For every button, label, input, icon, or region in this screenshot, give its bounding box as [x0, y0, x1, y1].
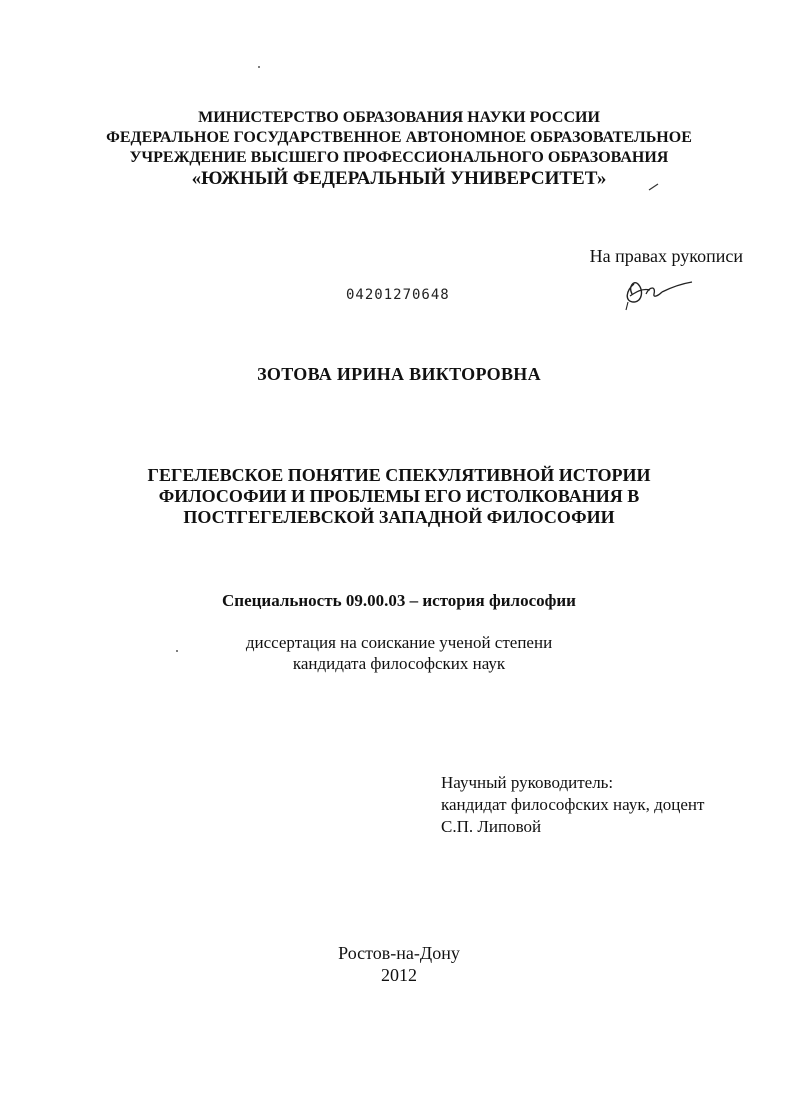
- title-line-2: ФИЛОСОФИИ И ПРОБЛЕМЫ ЕГО ИСТОЛКОВАНИЯ В: [158, 486, 640, 506]
- supervisor-degree: кандидат философских наук, доцент: [441, 795, 705, 814]
- specialty: Специальность 09.00.03 – история философии: [222, 591, 576, 610]
- rights-note: На правах рукописи: [589, 246, 743, 266]
- dissertation-title: [0, 465, 798, 528]
- supervisor-name: С.П. Липовой: [441, 817, 542, 836]
- university-name: «ЮЖНЫЙ ФЕДЕРАЛЬНЫЙ УНИВЕРСИТЕТ»: [191, 168, 607, 189]
- supervisor-label: Научный руководитель:: [441, 773, 614, 792]
- supervisor-block: [441, 772, 704, 838]
- place-year: [0, 942, 798, 986]
- header-block: [0, 108, 798, 190]
- city: Ростов-на-Дону: [338, 943, 460, 963]
- title-line-3: ПОСТГЕГЕЛЕВСКОЙ ЗАПАДНОЙ ФИЛОСОФИИ: [183, 507, 615, 527]
- tick-mark-icon: [648, 182, 660, 192]
- scan-speck: [258, 66, 260, 68]
- degree-line-2: кандидата философских наук: [292, 654, 506, 673]
- degree-statement: [0, 632, 798, 674]
- institution-line-2: УЧРЕЖДЕНИЕ ВЫСШЕГО ПРОФЕССИОНАЛЬНОГО ОБРАЗОВАНИЯ: [129, 149, 669, 166]
- ministry-name: МИНИСТЕРСТВО ОБРАЗОВАНИЯ НАУКИ РОССИИ: [198, 109, 600, 126]
- title-line-1: ГЕГЕЛЕВСКОЕ ПОНЯТИЕ СПЕКУЛЯТИВНОЙ ИСТОРИИ: [147, 465, 651, 485]
- catalog-code: 04201270648: [346, 287, 450, 303]
- handwritten-signature-icon: [620, 272, 700, 312]
- author-name: ЗОТОВА ИРИНА ВИКТОРОВНА: [257, 364, 541, 384]
- institution-line-1: ФЕДЕРАЛЬНОЕ ГОСУДАРСТВЕННОЕ АВТОНОМНОЕ ОБРАЗОВАТЕЛЬНОЕ: [106, 129, 692, 146]
- year: 2012: [381, 965, 417, 985]
- degree-line-1: диссертация на соискание ученой степени: [245, 633, 553, 652]
